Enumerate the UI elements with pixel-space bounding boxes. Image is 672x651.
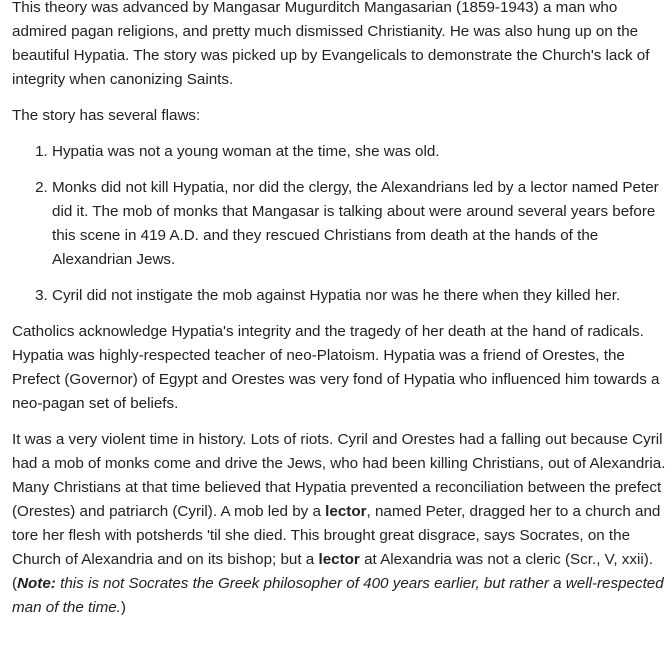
violent-time-text-2: , named Peter, dragged her to a church and tore her flesh with potsherds 'til she died. This brought great disgrace, says Socrates, on the Church of Alexandria and on its bishop; but a [12, 503, 661, 568]
flaw-item-3: 3. Cyril did not instigate the mob against Hypatia nor was he there when they killed her. [52, 284, 668, 308]
flaw-item-1: 1. Hypatia was not a young woman at the time, she was old. [52, 140, 668, 164]
violent-time-paragraph [12, 428, 668, 620]
note-text: this is not Socrates the Greek philosopher of 400 years earlier, but rather a well-respected man of the time. [12, 575, 664, 616]
note-label: Note: [17, 575, 56, 592]
violent-time-text-1: It was a very violent time in history. Lots of riots. Cyril and Orestes had a falling out because Cyril had a mob of monks come and drive the Jews, who had been killing Christians, out of Alexandria. Many Christians at that time believed that Hypatia prevented a reconciliation between the prefect (Orestes) and patriarch (Cyril). A mob led by a [12, 431, 666, 520]
flaw-item-2: 2. Monks did not kill Hypatia, nor did the clergy, the Alexandrians led by a lector named Peter did it. The mob of monks that Mangasar is talking about were around several years before this scene in 419 A.D. and they rescued Christians from death at the hands of the Alexandrian Jews. [52, 176, 668, 272]
flaws-lead-paragraph: The story has several flaws: [12, 107, 201, 124]
note [12, 575, 664, 616]
article-body [12, 0, 668, 632]
lector-term-2: lector [318, 551, 360, 568]
catholics-paragraph: Catholics acknowledge Hypatia's integrity and the tragedy of her death at the hand of radicals. Hypatia was highly-respected teacher of neo-Platoism. Hypatia was a friend of Orestes, the Prefect (Governor) of Egypt and Orestes was very fond of Hypatia who influenced him towards a neo-pagan set of beliefs. [12, 323, 660, 412]
violent-time-text-3: at Alexandria was not a cleric (Scr., V, xxii). ( [12, 551, 654, 592]
flaws-list [12, 140, 668, 308]
close-paren: ) [120, 599, 126, 616]
lector-term-1: lector [325, 503, 367, 520]
intro-paragraph: This theory was advanced by Mangasar Mugurditch Mangasarian (1859-1943) a man who admired pagan religions, and pretty much dismissed Christianity. He was also hung up on the beautiful Hypatia. The story was picked up by Evangelicals to demonstrate the Church's lack of integrity when canonizing Saints. [12, 0, 650, 88]
